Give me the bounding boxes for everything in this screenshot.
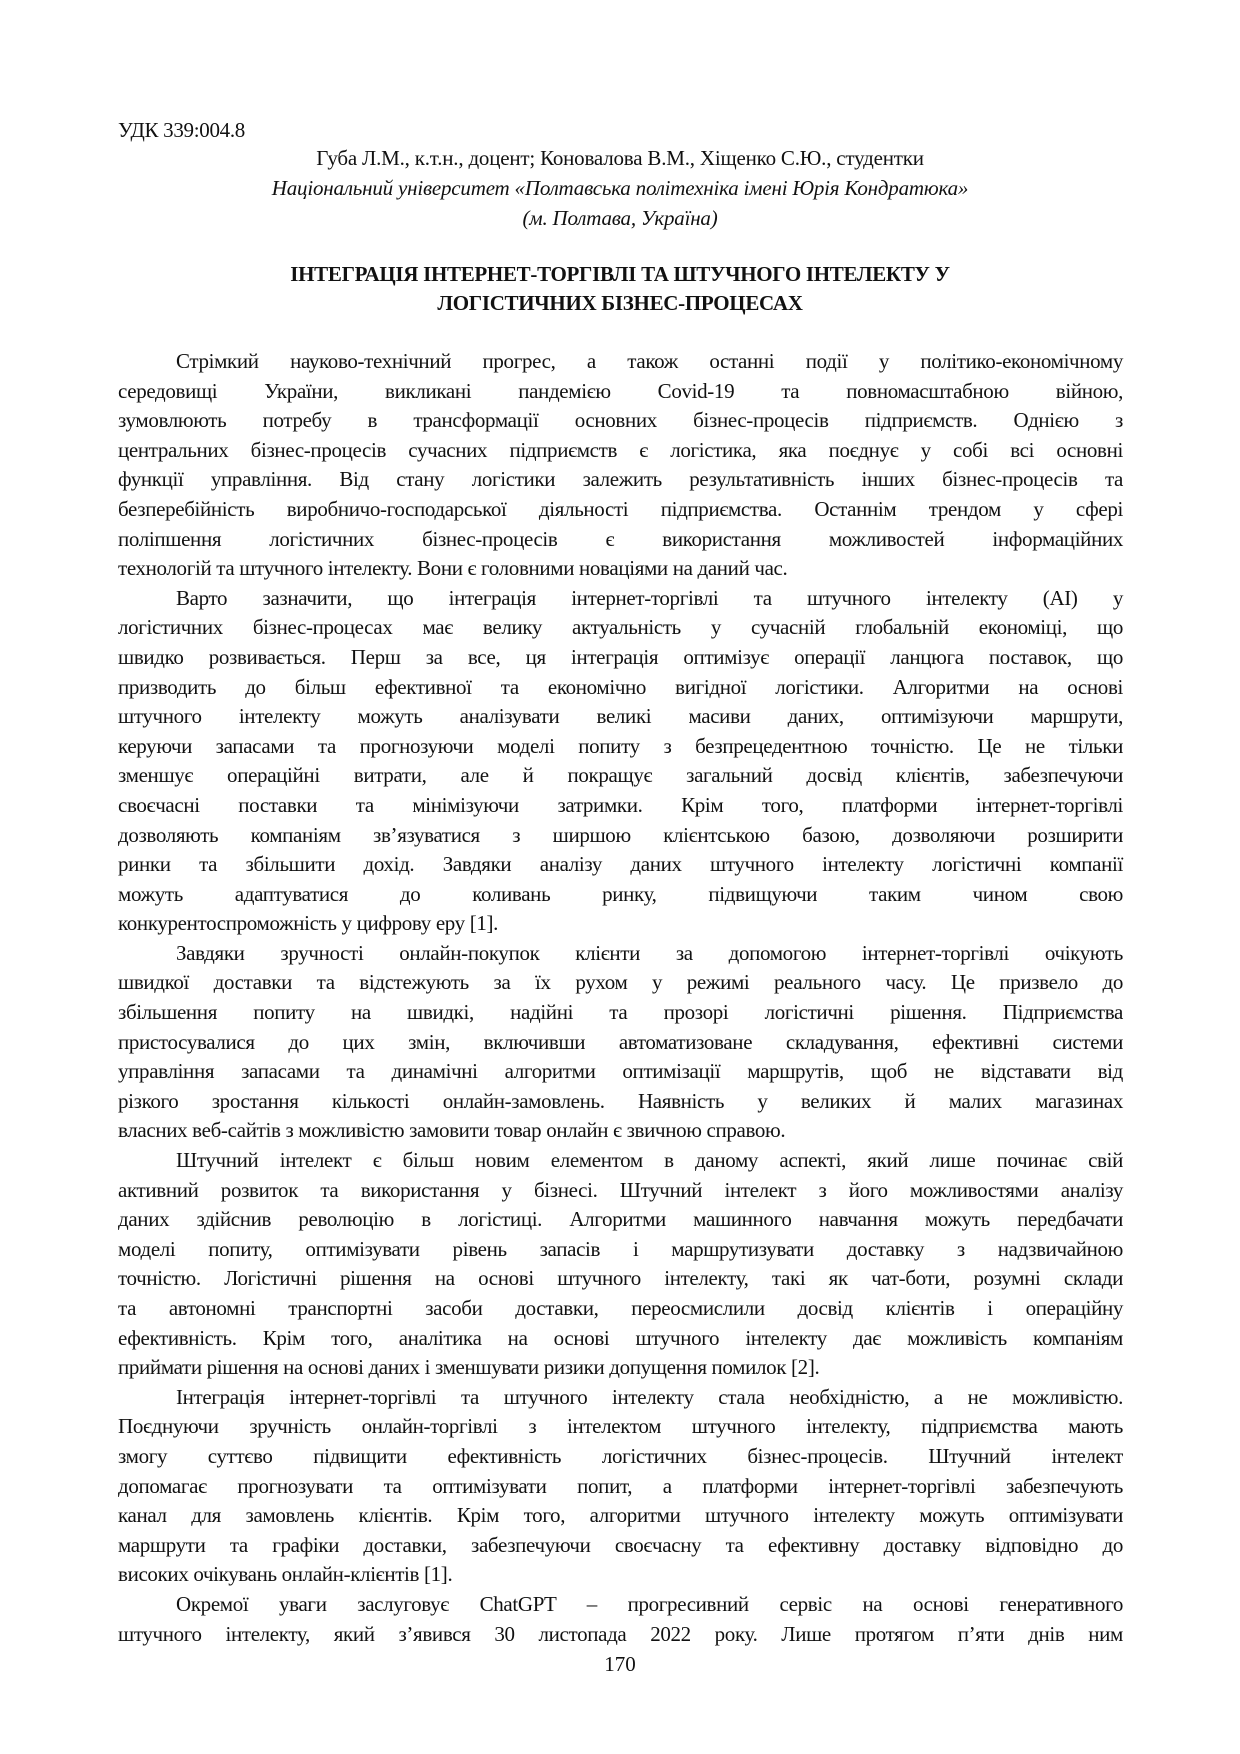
text-line: Поєднуючи зручність онлайн-торгівлі з інтелектом штучного інтелекту, підприємства мають [118,1414,1123,1439]
text-line: змогу суттєво підвищити ефективність логістичних бізнес-процесів. Штучний інтелект [118,1443,1123,1468]
text-line: ефективність. Крім того, аналітика на основі штучного інтелекту дає можливість компаніям [118,1325,1123,1350]
text-line: активний розвиток та використання у бізнесі. Штучний інтелект з його можливостями аналізу [118,1177,1123,1202]
text-line: середовищі України, викликані пандемією Covid-19 та повномасштабною війною, [118,378,1123,403]
article-body [118,347,1123,1649]
paragraph [118,347,1123,584]
text-line: Штучний інтелект є більш новим елементом в даному аспекті, який лише починає свій [176,1148,1123,1173]
text-line: безперебійність виробничо-господарської діяльності підприємства. Останнім трендом у сфері [118,496,1123,521]
paragraph [118,1590,1123,1649]
text-line: конкурентоспроможність у цифрову еру [1]. [118,911,499,936]
text-line: керуючи запасами та прогнозуючи моделі попиту з безпрецедентною точністю. Це не тільки [118,733,1123,758]
text-line: канал для замовлень клієнтів. Крім того, алгоритми штучного інтелекту можуть оптимізувати [118,1503,1123,1528]
text-line: Стрімкий науково-технічний прогрес, а також останні події у політико-економічному [176,349,1123,373]
text-line: точністю. Логістичні рішення на основі штучного інтелекту, такі як чат-боти, розумні склади [118,1266,1123,1291]
text-line: зумовлюють потребу в трансформації основних бізнес-процесів підприємств. Однією з [118,408,1123,433]
text-line: логістичних бізнес-процесах має велику актуальність у сучасній глобальній економіці, що [118,615,1123,640]
paragraph [118,1146,1123,1383]
text-line: даних здійснив революцію в логістиці. Алгоритми машинного навчання можуть передбачати [118,1207,1123,1232]
paper-title-line-2: ЛОГІСТИЧНИХ БІЗНЕС-ПРОЦЕСАХ [437,291,803,315]
text-line: штучного інтелекту можуть аналізувати великі масиви даних, оптимізуючи маршрути, [118,704,1123,729]
text-line: власних веб-сайтів з можливістю замовити товар онлайн є звичною справою. [118,1118,786,1143]
udk-code: УДК 339:004.8 [118,118,246,142]
text-line: Окремої уваги заслуговує ChatGPT – прогресивний сервіс на основі генеративного [176,1591,1123,1616]
page-number: 170 [604,1652,636,1676]
text-line: швидкої доставки та відстежують за їх рухом у режимі реального часу. Це призвело до [118,970,1123,995]
text-line: дозволяють компаніям зв’язуватися з ширшою клієнтською базою, дозволяючи розширити [118,822,1123,847]
text-line: та автономні транспортні засоби доставки, переосмислили досвід клієнтів і операційну [118,1296,1123,1320]
paragraph [118,1383,1123,1590]
text-line: пристосувалися до цих змін, включивши автоматизоване складування, ефективні системи [118,1029,1123,1054]
text-line: збільшення попиту на швидкі, надійні та прозорі логістичні рішення. Підприємства [118,1000,1123,1025]
text-line: Інтеграція інтернет-торгівлі та штучного інтелекту стала необхідністю, а не можливістю. [176,1384,1123,1409]
text-line: функції управління. Від стану логістики залежить результативність інших бізнес-процесів та [118,467,1123,492]
text-line: поліпшення логістичних бізнес-процесів є використання можливостей інформаційних [118,526,1123,551]
text-line: ринки та збільшити дохід. Завдяки аналізу даних штучного інтелекту логістичні компанії [118,852,1123,877]
text-line: допомагає прогнозувати та оптимізувати попит, а платформи інтернет-торгівлі забезпечують [118,1473,1123,1498]
text-line: своєчасні поставки та мінімізуючи затримки. Крім того, платформи інтернет-торгівлі [118,792,1123,817]
paper-title-line-1: ІНТЕГРАЦІЯ ІНТЕРНЕТ-ТОРГІВЛІ ТА ШТУЧНОГО ІНТЕЛЕКТУ У [290,262,950,286]
text-line: Варто зазначити, що інтеграція інтернет-торгівлі та штучного інтелекту (AI) у [176,585,1123,610]
text-line: призводить до більш ефективної та економічно вигідної логістики. Алгоритми на основі [118,674,1123,699]
text-line: технологій та штучного інтелекту. Вони є головними новаціями на даний час. [118,556,788,581]
text-line: центральних бізнес-процесів сучасних підприємств є логістика, яка поєднує у собі всі основні [118,437,1123,462]
text-line: маршрути та графіки доставки, забезпечуючи своєчасну та ефективну доставку відповідно до [118,1532,1123,1557]
text-line: високих очікувань онлайн-клієнтів [1]. [118,1562,453,1587]
text-line: можуть адаптуватися до коливань ринку, підвищуючи таким чином свою [118,881,1123,906]
paragraph [118,584,1123,939]
text-line: зменшує операційні витрати, але й покращує загальний досвід клієнтів, забезпечуючи [118,763,1123,788]
text-line: швидко розвивається. Перш за все, ця інтеграція оптимізує операції ланцюга поставок, що [118,644,1123,669]
text-line: Завдяки зручності онлайн-покупок клієнти за допомогою інтернет-торгівлі очікують [176,940,1123,965]
text-line: різкого зростання кількості онлайн-замовлень. Наявність у великих й малих магазинах [118,1088,1123,1113]
text-line: штучного інтелекту, який з’явився 30 листопада 2022 року. Лише протягом п’яти днів ним [118,1621,1123,1646]
authors-line: Губа Л.М., к.т.н., доцент; Коновалова В.М., Хіщенко С.Ю., студентки [316,146,924,170]
paragraph [118,939,1123,1146]
text-line: управління запасами та динамічні алгоритми оптимізації маршрутів, щоб не відставати від [118,1059,1123,1084]
affiliation: Національний університет «Полтавська політехніка імені Юрія Кондратюка» [271,176,969,200]
text-line: приймати рішення на основі даних і зменшувати ризики допущення помилок [2]. [118,1355,820,1380]
text-line: моделі попиту, оптимізувати рівень запасів і маршрутизувати доставку з надзвичайною [118,1236,1123,1261]
affiliation-location: (м. Полтава, Україна) [522,206,718,230]
